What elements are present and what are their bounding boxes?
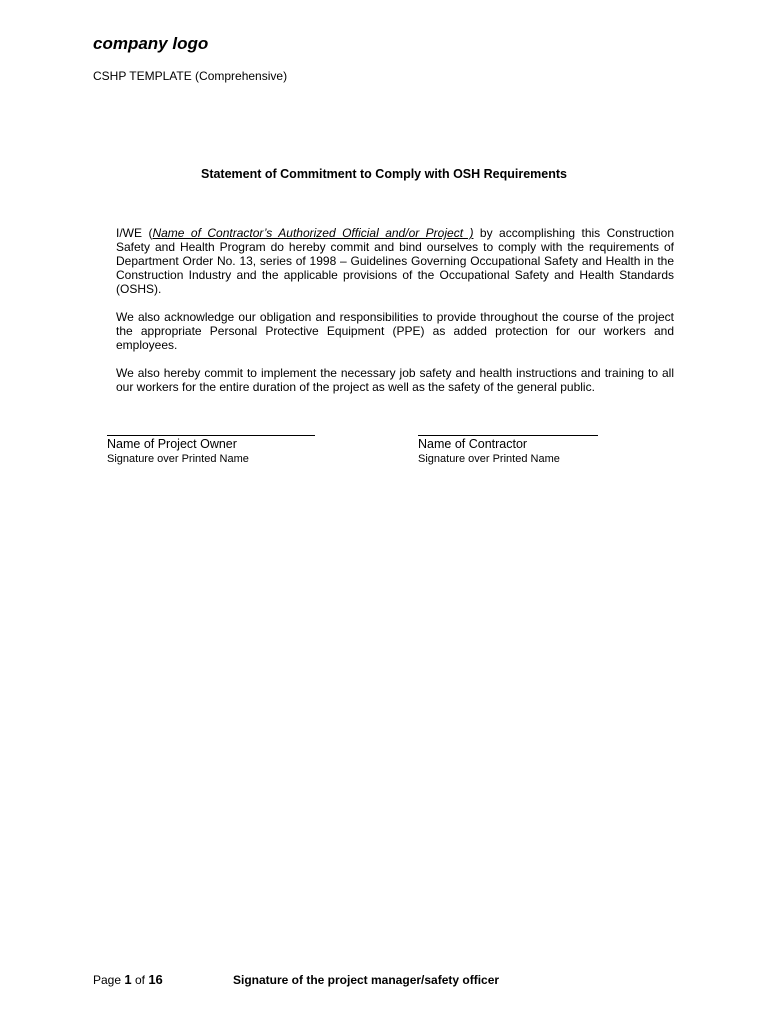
ppe-paragraph: We also acknowledge our obligation and responsibilities to provide throughout the course of the project the appropriate Personal Protective Equipment (PPE) as added protection for our workers and employees. (116, 310, 674, 352)
document-title: Statement of Commitment to Comply with OSH Requirements (200, 167, 567, 181)
signature-line (107, 424, 315, 436)
footer-signature-label: Signature of the project manager/safety officer (233, 973, 500, 987)
official-name-placeholder: Name of Contractor’s Authorized Official and/or Project ) (152, 226, 474, 240)
page-label: Page (93, 973, 122, 987)
signature-caption: Signature over Printed Name (418, 453, 560, 465)
training-paragraph: We also hereby commit to implement the necessary job safety and health instructions and training to all our workers for the entire duration of the project as well as the safety of the general public. (116, 366, 674, 394)
project-owner-signature-block (107, 424, 315, 466)
page-number (93, 972, 163, 987)
signature-line (418, 424, 598, 436)
contractor-label: Name of Contractor (418, 437, 528, 451)
contractor-signature-block (418, 424, 598, 466)
project-owner-label: Name of Project Owner (107, 437, 237, 451)
template-label: CSHP TEMPLATE (Comprehensive) (93, 69, 288, 83)
signature-caption: Signature over Printed Name (107, 453, 249, 465)
of-label: of (134, 973, 145, 987)
commitment-paragraph (116, 226, 674, 296)
paragraph-prefix: I/WE ( (116, 226, 153, 240)
paragraph-body: by accomplishing this Construction Safety and Health Program do hereby commit and bind ourselves to comply with the requirements of Department Order No. 13, series of 1998 – Guidelines Governing Occupational Safety and Health in the Construction Industry and the applicable provisions of the Occupational Safety and Health Standards (OSHS). (116, 226, 674, 296)
company-logo-text: company logo (93, 34, 209, 53)
current-page: 1 (124, 972, 132, 987)
total-pages: 16 (148, 972, 163, 987)
